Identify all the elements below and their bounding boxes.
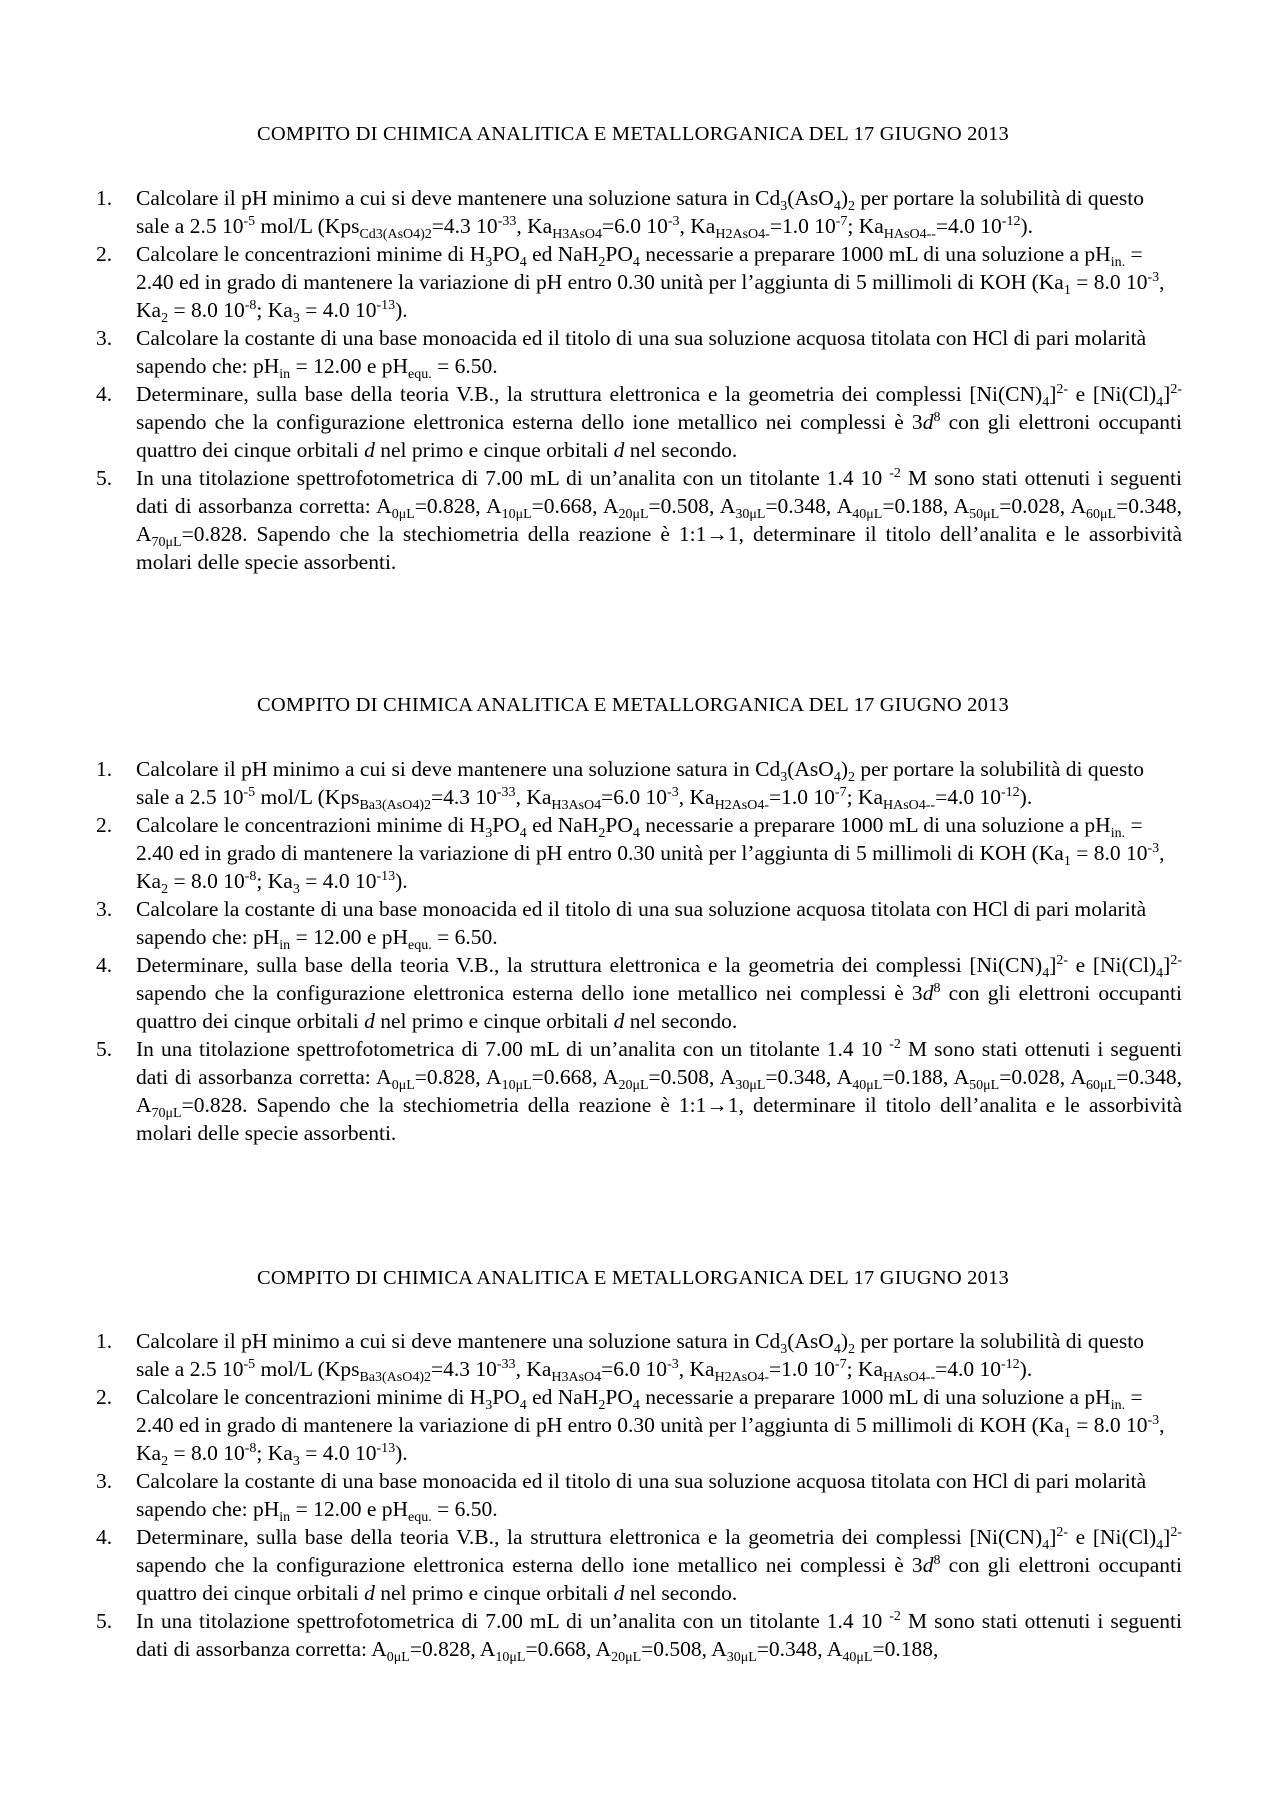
superscript: -7 <box>835 214 848 229</box>
superscript: -12 <box>1001 214 1021 229</box>
subscript: 3 <box>292 882 300 897</box>
problem-number: 1. <box>96 757 113 781</box>
subscript: 4 <box>1042 1538 1050 1553</box>
subscript: 1 <box>1063 283 1071 298</box>
superscript: -3 <box>667 214 680 229</box>
subscript: 4 <box>519 826 527 841</box>
problem-text: Calcolare il pH minimo a cui si deve mantenere una soluzione satura in $Cd_3(AsO_4)_2$ per portare la solubilità di questo sale a 2.5 $10^{-5}$ mol/L (Kps$_{Ba3(AsO4)2}$=4.3 $10^{-33}$, $Ka_{H3AsO4}=6.0$ $10^{-3}$, $Ka_{H2AsO4-}=1.0$ $10^{-7}$; $Ka_{HAsO4--}=4.0$ $10^{-12}$). <box>136 1329 1144 1385</box>
subscript: 0μL <box>391 1078 415 1093</box>
italic-text: d <box>613 438 625 462</box>
problem-item <box>96 1523 1182 1607</box>
superscript: 8 <box>933 1553 941 1568</box>
superscript: -2 <box>889 1037 901 1052</box>
section-2-title: COMPITO DI CHIMICA ANALITICA E METALLORGANICA DEL 17 GIUGNO 2013 <box>257 694 1009 716</box>
problem-item <box>96 464 1182 576</box>
italic-text: d <box>922 981 934 1005</box>
subscript: 2 <box>598 255 606 270</box>
problem-item <box>96 1467 1182 1523</box>
problem-text: Calcolare le concentrazioni minime di $H_3PO_4$ ed $NaH_2PO_4$ necessarie a preparare 1000 mL di una soluzione a $pH_{in.} = 2.40$ ed in grado di mantenere la variazione di pH entro 0.30 unità per l’aggiunta di 5 millimoli di KOH ($Ka_1 = 8.0$ $10^{-3}$, $Ka_2 = 8.0$ $10^{-8}$; $Ka_3 = 4.0$ $10^{-13}$). <box>136 1385 1165 1469</box>
subscript: 4 <box>519 255 527 270</box>
subscript: H2AsO4- <box>715 227 770 242</box>
problem-number: 4. <box>96 953 113 977</box>
subscript: 20μL <box>611 1650 642 1665</box>
section-3-problem-list <box>96 1327 1182 1663</box>
problem-text: Calcolare il pH minimo a cui si deve mantenere una soluzione satura in $Cd_3(AsO_4)_2$ per portare la solubilità di questo sale a 2.5 $10^{-5}$ mol/L (Kps$_{Cd3(AsO4)2}$=4.3 $10^{-33}$, $Ka_{H3AsO4}=6.0$ $10^{-3}$, $Ka_{H2AsO4-}=1.0$ $10^{-7}$; $Ka_{HAsO4--}=4.0$ $10^{-12}$). <box>136 186 1144 242</box>
subscript: 60μL <box>1086 1078 1117 1093</box>
superscript: -5 <box>243 785 256 800</box>
subscript: 10μL <box>501 1078 532 1093</box>
problem-text: Calcolare la costante di una base monoacida ed il titolo di una sua soluzione acquosa titolata con HCl di pari molarità sapendo che: $pH_{in} = 12.00$ e $pH_{equ.} = 6.50$. <box>136 1469 1147 1525</box>
problem-text: Determinare, sulla base della teoria V.B., la struttura elettronica e la geometria dei complessi $[Ni(CN)_4]^{2-}$ e $[Ni(Cl)_4]^{2-}$ sapendo che la configurazione elettronica esterna dello ione metallico nei complessi è $3d^8$ con gli elettroni occupanti quattro dei cinque orbitali d nel primo e cinque orbitali d nel secondo. <box>136 382 1182 462</box>
problem-number: 2. <box>96 813 113 837</box>
subscript: equ. <box>408 938 432 953</box>
subscript: 3 <box>780 199 788 214</box>
italic-text: d <box>922 410 934 434</box>
section-2-problem-list <box>96 755 1182 1147</box>
subscript: HAsO4-- <box>883 798 936 813</box>
subscript: HAsO4-- <box>883 227 936 242</box>
subscript: 3 <box>485 255 493 270</box>
problem-item <box>96 895 1182 951</box>
subscript: Cd3(AsO4)2 <box>359 227 432 242</box>
superscript: -7 <box>834 1357 847 1372</box>
superscript: 2- <box>1170 953 1182 968</box>
problem-item <box>96 811 1182 895</box>
superscript: -5 <box>243 214 256 229</box>
subscript: 4 <box>632 255 640 270</box>
subscript: Ba3(AsO4)2 <box>359 798 431 813</box>
problem-number: 2. <box>96 242 113 266</box>
superscript: -12 <box>1001 785 1020 800</box>
problem-text: In una titolazione spettrofotometrica di 7.00 mL di un’analita con un titolante 1.4 10 $^{-2}$ M sono stati ottenuti i seguenti dati di assorbanza corretta: $A_{0\mu L}=0.828$, $A_{10\mu L}=0.668$, $A_{20\mu L}=0.508$, $A_{30\mu L}=0.348$, $A_{40\mu L}=0.188$, $A_{50\mu L}=0.028$, $A_{60\mu L}=0.348$, $A_{70\mu L}=0.828$. Sapendo che la stechiometria della reazione è 1:1→1, determinare il titolo dell’analita e le assorbività molari delle specie assorbenti. <box>136 466 1183 574</box>
subscript: 0μL <box>386 1650 410 1665</box>
italic-text: d <box>613 1581 625 1605</box>
subscript: 3 <box>780 770 788 785</box>
subscript: equ. <box>408 367 432 382</box>
subscript: 2 <box>161 882 169 897</box>
problem-text: In una titolazione spettrofotometrica di 7.00 mL di un’analita con un titolante 1.4 10 $^{-2}$ M sono stati ottenuti i seguenti dati di assorbanza corretta: $A_{0\mu L}=0.828$, $A_{10\mu L}=0.668$, $A_{20\mu L}=0.508$, $A_{30\mu L}=0.348$, $A_{40\mu L}=0.188$, <box>136 1609 1183 1665</box>
subscript: H3AsO4 <box>552 227 602 242</box>
subscript: 30μL <box>726 1650 757 1665</box>
subscript: in. <box>1110 1398 1126 1413</box>
superscript: -3 <box>667 1357 679 1372</box>
italic-text: d <box>364 1009 375 1033</box>
problem-number: 2. <box>96 1385 113 1409</box>
subscript: 20μL <box>618 1078 649 1093</box>
section-1-problem-list <box>96 184 1182 576</box>
subscript: 2 <box>847 1342 855 1357</box>
superscript: -8 <box>244 1441 257 1456</box>
superscript: -33 <box>496 785 516 800</box>
subscript: H3AsO4 <box>551 1370 602 1385</box>
superscript: -3 <box>1147 841 1160 856</box>
subscript: 4 <box>1042 966 1050 981</box>
problem-number: 1. <box>96 186 113 210</box>
problem-number: 3. <box>96 326 113 350</box>
subscript: in <box>279 1510 291 1525</box>
subscript: 30μL <box>735 507 766 522</box>
problem-text: Calcolare la costante di una base monoacida ed il titolo di una sua soluzione acquosa titolata con HCl di pari molarità sapendo che: $pH_{in} = 12.00$ e $pH_{equ.} = 6.50$. <box>136 897 1147 953</box>
subscript: 4 <box>1042 395 1050 410</box>
superscript: 8 <box>933 410 941 425</box>
subscript: 2 <box>161 311 169 326</box>
superscript: 8 <box>933 981 941 996</box>
superscript: -2 <box>889 1609 901 1624</box>
superscript: -2 <box>889 466 901 481</box>
subscript: 3 <box>485 826 493 841</box>
problem-item <box>96 951 1182 1035</box>
subscript: 10μL <box>501 507 532 522</box>
superscript: -33 <box>496 1357 516 1372</box>
subscript: 4 <box>833 1342 841 1357</box>
italic-text: d <box>613 1009 625 1033</box>
problem-text: In una titolazione spettrofotometrica di 7.00 mL di un’analita con un titolante 1.4 10 $^{-2}$ M sono stati ottenuti i seguenti dati di assorbanza corretta: $A_{0\mu L}=0.828$, $A_{10\mu L}=0.668$, $A_{20\mu L}=0.508$, $A_{30\mu L}=0.348$, $A_{40\mu L}=0.188$, $A_{50\mu L}=0.028$, $A_{60\mu L}=0.348$, $A_{70\mu L}=0.828$. Sapendo che la stechiometria della reazione è 1:1→1, determinare il titolo dell’analita e le assorbività molari delle specie assorbenti. <box>136 1037 1183 1145</box>
superscript: -8 <box>244 869 257 884</box>
superscript: 2- <box>1170 1525 1182 1540</box>
subscript: 4 <box>1156 966 1164 981</box>
subscript: 3 <box>292 1454 300 1469</box>
subscript: 4 <box>1156 395 1164 410</box>
problem-number: 3. <box>96 897 113 921</box>
subscript: 40μL <box>852 507 883 522</box>
superscript: 2- <box>1056 953 1069 968</box>
superscript: -7 <box>834 785 847 800</box>
section-1-title: COMPITO DI CHIMICA ANALITICA E METALLORGANICA DEL 17 GIUGNO 2013 <box>257 123 1009 145</box>
subscript: 10μL <box>495 1650 526 1665</box>
subscript: 60μL <box>1086 507 1117 522</box>
subscript: 40μL <box>842 1650 873 1665</box>
subscript: 2 <box>161 1454 169 1469</box>
problem-text: Calcolare le concentrazioni minime di $H_3PO_4$ ed $NaH_2PO_4$ necessarie a preparare 1000 mL di una soluzione a $pH_{in.} = 2.40$ ed in grado di mantenere la variazione di pH entro 0.30 unità per l’aggiunta di 5 millimoli di KOH ($Ka_1 = 8.0$ $10^{-3}$, $Ka_2 = 8.0$ $10^{-8}$; $Ka_3 = 4.0$ $10^{-13}$). <box>136 813 1165 897</box>
superscript: -8 <box>244 298 257 313</box>
superscript: -33 <box>497 214 517 229</box>
subscript: 1 <box>1063 854 1071 869</box>
subscript: 1 <box>1063 1426 1071 1441</box>
problem-text: Determinare, sulla base della teoria V.B., la struttura elettronica e la geometria dei complessi $[Ni(CN)_4]^{2-}$ e $[Ni(Cl)_4]^{2-}$ sapendo che la configurazione elettronica esterna dello ione metallico nei complessi è $3d^8$ con gli elettroni occupanti quattro dei cinque orbitali d nel primo e cinque orbitali d nel secondo. <box>136 1525 1182 1605</box>
problem-number: 5. <box>96 1609 113 1633</box>
problem-number: 4. <box>96 1525 113 1549</box>
superscript: -3 <box>1147 1413 1160 1428</box>
subscript: 50μL <box>969 507 1000 522</box>
problem-text: Calcolare la costante di una base monoacida ed il titolo di una sua soluzione acquosa titolata con HCl di pari molarità sapendo che: $pH_{in} = 12.00$ e $pH_{equ.} = 6.50$. <box>136 326 1147 382</box>
subscript: 30μL <box>735 1078 766 1093</box>
subscript: equ. <box>408 1510 432 1525</box>
subscript: 4 <box>632 1398 640 1413</box>
superscript: -3 <box>1147 270 1160 285</box>
superscript: -5 <box>243 1357 256 1372</box>
subscript: 3 <box>292 311 300 326</box>
subscript: 70μL <box>151 535 182 550</box>
superscript: -13 <box>376 1441 396 1456</box>
problem-item <box>96 755 1182 811</box>
subscript: Ba3(AsO4)2 <box>359 1370 431 1385</box>
problem-text: Calcolare il pH minimo a cui si deve mantenere una soluzione satura in $Cd_3(AsO_4)_2$ per portare la solubilità di questo sale a 2.5 $10^{-5}$ mol/L (Kps$_{Ba3(AsO4)2}$=4.3 $10^{-33}$, $Ka_{H3AsO4}=6.0$ $10^{-3}$, $Ka_{H2AsO4-}=1.0$ $10^{-7}$; $Ka_{HAsO4--}=4.0$ $10^{-12}$). <box>136 757 1144 813</box>
italic-text: d <box>922 1553 934 1577</box>
subscript: 0μL <box>391 507 415 522</box>
problem-item <box>96 1383 1182 1467</box>
subscript: 4 <box>833 199 841 214</box>
problem-number: 5. <box>96 1037 113 1061</box>
subscript: 3 <box>485 1398 493 1413</box>
problem-item <box>96 240 1182 324</box>
subscript: in. <box>1110 255 1126 270</box>
subscript: 40μL <box>852 1078 883 1093</box>
italic-text: d <box>364 438 375 462</box>
problem-item <box>96 380 1182 464</box>
subscript: H2AsO4- <box>714 1370 770 1385</box>
subscript: 2 <box>847 199 855 214</box>
problem-number: 1. <box>96 1329 113 1353</box>
problem-item <box>96 184 1182 240</box>
problem-item <box>96 1327 1182 1383</box>
subscript: in <box>279 938 291 953</box>
subscript: 70μL <box>151 1106 182 1121</box>
problem-text: Calcolare le concentrazioni minime di $H_3PO_4$ ed $NaH_2PO_4$ necessarie a preparare 1000 mL di una soluzione a $pH_{in.} = 2.40$ ed in grado di mantenere la variazione di pH entro 0.30 unità per l’aggiunta di 5 millimoli di KOH ($Ka_1 = 8.0$ $10^{-3}$, $Ka_2 = 8.0$ $10^{-8}$; $Ka_3 = 4.0$ $10^{-13}$). <box>136 242 1165 326</box>
problem-text: Determinare, sulla base della teoria V.B., la struttura elettronica e la geometria dei complessi $[Ni(CN)_4]^{2-}$ e $[Ni(Cl)_4]^{2-}$ sapendo che la configurazione elettronica esterna dello ione metallico nei complessi è $3d^8$ con gli elettroni occupanti quattro dei cinque orbitali d nel primo e cinque orbitali d nel secondo. <box>136 953 1182 1033</box>
subscript: 4 <box>833 770 841 785</box>
subscript: 4 <box>632 826 640 841</box>
subscript: HAsO4-- <box>883 1370 936 1385</box>
superscript: -3 <box>667 785 679 800</box>
superscript: -13 <box>376 298 396 313</box>
subscript: 20μL <box>618 507 649 522</box>
subscript: H3AsO4 <box>551 798 602 813</box>
problem-item <box>96 1607 1182 1663</box>
subscript: 2 <box>598 826 606 841</box>
italic-text: d <box>364 1581 375 1605</box>
problem-item <box>96 1035 1182 1147</box>
subscript: H2AsO4- <box>714 798 770 813</box>
superscript: 2- <box>1056 1525 1069 1540</box>
subscript: 2 <box>847 770 855 785</box>
superscript: 2- <box>1170 382 1182 397</box>
subscript: in <box>279 367 291 382</box>
superscript: -12 <box>1001 1357 1020 1372</box>
subscript: 50μL <box>969 1078 1000 1093</box>
subscript: 3 <box>780 1342 788 1357</box>
section-3-title: COMPITO DI CHIMICA ANALITICA E METALLORGANICA DEL 17 GIUGNO 2013 <box>257 1267 1009 1289</box>
superscript: -13 <box>376 869 396 884</box>
subscript: 4 <box>519 1398 527 1413</box>
superscript: 2- <box>1056 382 1069 397</box>
subscript: in. <box>1110 826 1126 841</box>
problem-item <box>96 324 1182 380</box>
problem-number: 5. <box>96 466 113 490</box>
problem-number: 3. <box>96 1469 113 1493</box>
subscript: 2 <box>598 1398 606 1413</box>
problem-number: 4. <box>96 382 113 406</box>
subscript: 4 <box>1156 1538 1164 1553</box>
